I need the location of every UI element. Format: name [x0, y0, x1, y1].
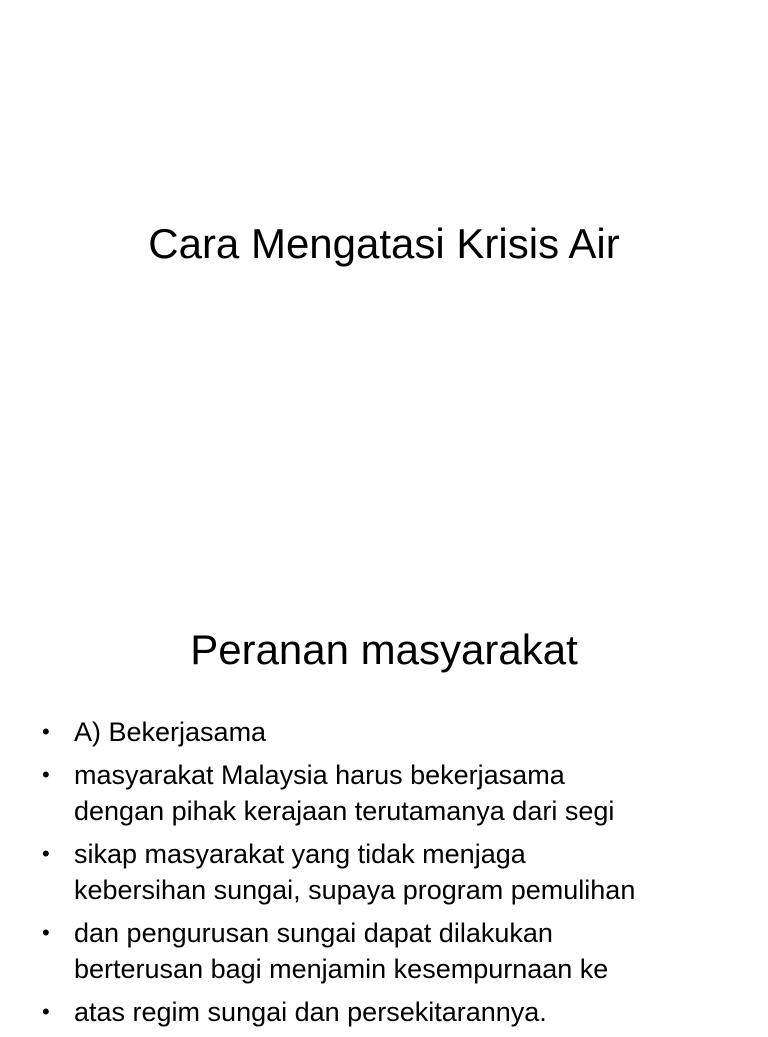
list-item-text: A) Bekerjasama — [74, 717, 267, 747]
list-item-text: sikap masyarakat yang tidak menjaga — [74, 839, 526, 869]
list-item-text: dengan pihak kerajaan terutamanya dari segi — [74, 796, 615, 826]
section-heading: Peranan masyarakat — [190, 626, 578, 673]
list-item — [40, 757, 740, 829]
list-item — [40, 915, 740, 987]
bullet-icon: • — [42, 999, 50, 1024]
slide-title: Cara Mengatasi Krisis Air — [148, 220, 620, 267]
list-item — [40, 994, 740, 1030]
bullet-icon: • — [42, 920, 50, 945]
bullet-list — [40, 714, 740, 1037]
list-item-text: masyarakat Malaysia harus bekerjasama — [74, 760, 565, 790]
list-item-text: atas regim sungai dan persekitarannya. — [74, 997, 547, 1027]
bullet-icon: • — [42, 719, 50, 744]
list-item-text: kebersihan sungai, supaya program pemulihan — [74, 875, 636, 905]
list-item — [40, 714, 740, 750]
list-item-text: berterusan bagi menjamin kesempurnaan ke — [74, 954, 609, 984]
list-item — [40, 836, 740, 908]
list-item-text: dan pengurusan sungai dapat dilakukan — [74, 918, 553, 948]
bullet-icon: • — [42, 762, 50, 787]
bullet-icon: • — [42, 841, 50, 866]
